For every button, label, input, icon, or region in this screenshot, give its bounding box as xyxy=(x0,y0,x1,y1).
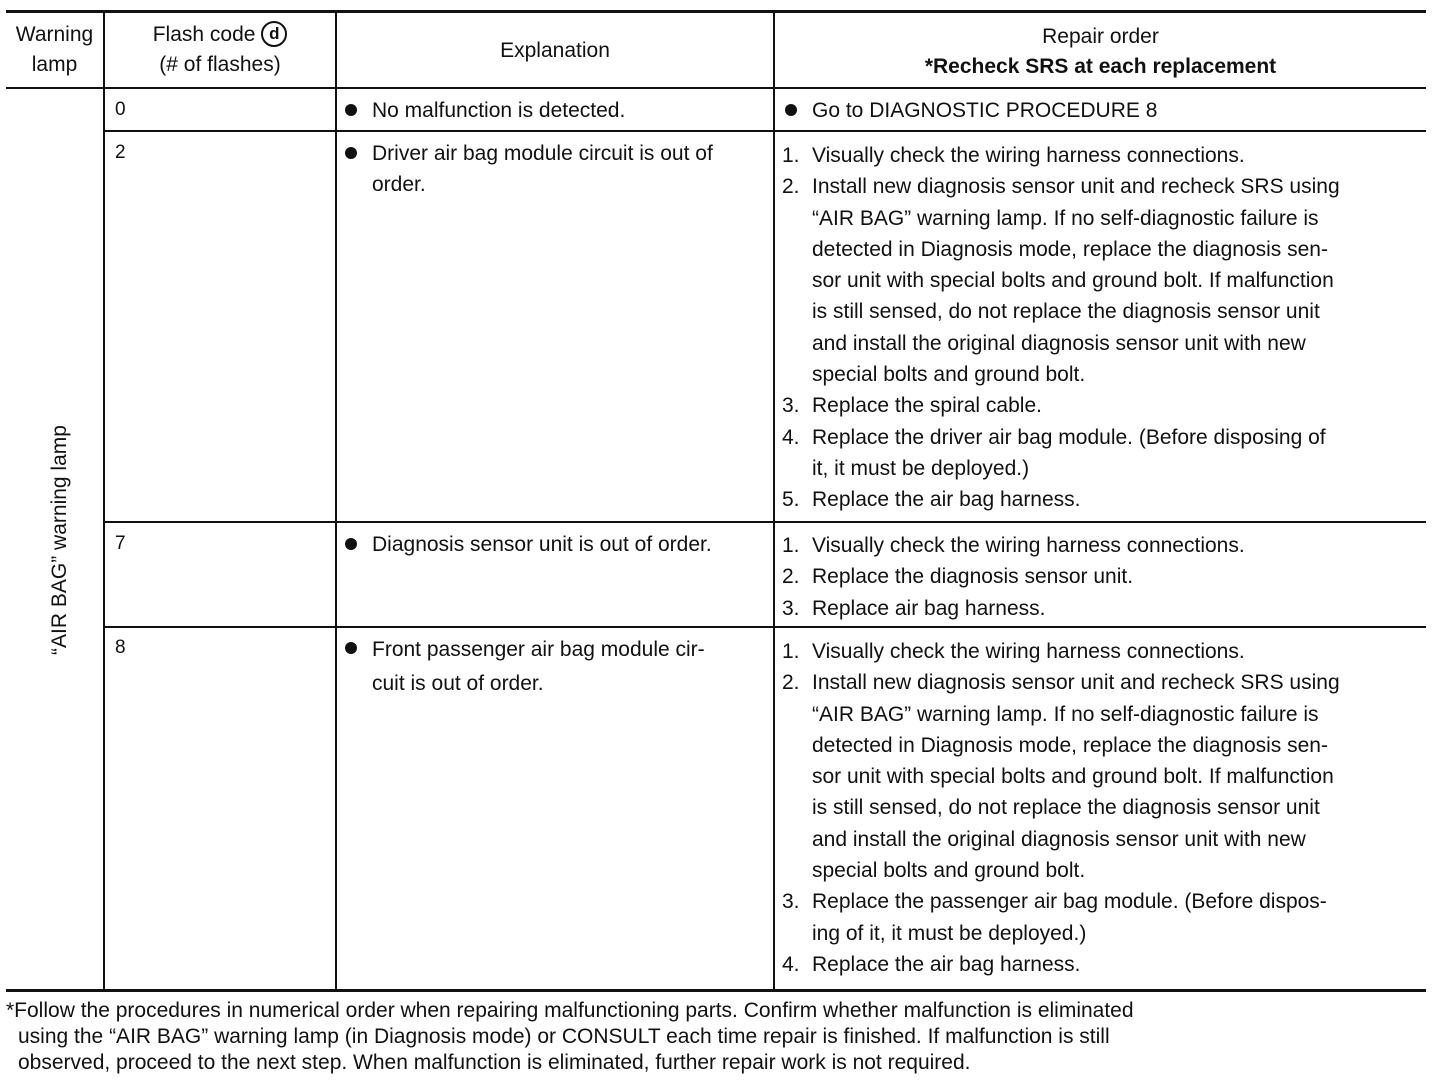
bullet-icon xyxy=(345,538,357,550)
row-rule-7 xyxy=(104,626,1426,628)
col-rule-3 xyxy=(773,10,775,991)
bullet-icon xyxy=(345,642,357,654)
repair-step: 4. Replace the driver air bag module. (Before disposing of it, it must be deployed.) xyxy=(782,425,1326,480)
flash-code-8: 8 xyxy=(115,637,126,658)
repair-steps-8 xyxy=(782,636,1422,980)
repair-step: 2. Install new diagnosis sensor unit and recheck SRS using “AIR BAG” warning lamp. If no self-diagnostic failure is detected in Diagnosis mode, replace the diagnosis sen- sor unit with special bolts and ground bolt. If malfunction is still sensed, do not replace the diagnosis sensor unit and install the original diagnosis sensor unit with new special bolts and ground bolt. xyxy=(782,175,1340,387)
repair-step: 5. Replace the air bag harness. xyxy=(782,488,1081,512)
repair-step: 3. Replace the passenger air bag module. (Before dispos- ing of it, it must be deployed.) xyxy=(782,890,1327,945)
bullet-icon xyxy=(345,147,357,159)
bullet-icon xyxy=(345,104,357,116)
flash-code-circled-symbol: d xyxy=(261,21,287,47)
repair-step: 4. Replace the air bag harness. xyxy=(782,952,1081,976)
bullet-icon xyxy=(785,104,797,116)
footnote: *Follow the procedures in numerical order when repairing malfunctioning parts. Confirm whether malfunction is eliminated using the “AIR BAG” warning lamp (in Diagnosis mode) or CONSULT each time repair is finished. If malfunction is still observed, proceed to the next step. When malfunction is eliminated, further repair work is not required. xyxy=(6,999,1134,1074)
repair-steps-2 xyxy=(782,140,1422,516)
col-rule-1 xyxy=(103,10,105,991)
repair-order-0: Go to DIAGNOSTIC PROCEDURE 8 xyxy=(812,99,1158,122)
flash-code-2: 2 xyxy=(115,142,126,163)
col-rule-2 xyxy=(335,10,337,991)
repair-step: 3. Replace the spiral cable. xyxy=(782,394,1042,418)
header-warning-lamp: Warning lamp xyxy=(15,23,94,76)
header-flash-code: Flash code d (# of flashes) xyxy=(105,20,335,80)
flash-code-7: 7 xyxy=(115,533,126,554)
explanation-7: Diagnosis sensor unit is out of order. xyxy=(372,533,712,556)
repair-steps-7 xyxy=(782,530,1422,624)
flash-code-0: 0 xyxy=(115,99,126,120)
table-bottom-rule xyxy=(6,989,1426,992)
explanation-0: No malfunction is detected. xyxy=(372,99,626,122)
repair-step: 3. Replace air bag harness. xyxy=(782,596,1046,620)
table-top-rule xyxy=(6,10,1426,13)
row-rule-2 xyxy=(104,521,1426,523)
repair-step: 2. Replace the diagnosis sensor unit. xyxy=(782,565,1134,589)
header-bottom-rule xyxy=(6,87,1426,89)
header-explanation: Explanation xyxy=(500,39,610,62)
airbag-warning-lamp-label: “AIR BAG” warning lamp xyxy=(48,425,71,655)
repair-step: 1. Visually check the wiring harness connections. xyxy=(782,534,1245,557)
repair-step: 1. Visually check the wiring harness connections. xyxy=(782,144,1245,167)
repair-step: 2. Install new diagnosis sensor unit and recheck SRS using “AIR BAG” warning lamp. If no self-diagnostic failure is detected in Diagnosis mode, replace the diagnosis sen- sor unit with special bolts and ground bolt. If malfunction is still sensed, do not replace the diagnosis sensor unit and install the original diagnosis sensor unit with new special bolts and ground bolt. xyxy=(782,671,1340,883)
row-rule-0 xyxy=(104,130,1426,132)
explanation-8: Front passenger air bag module cir- cuit is out of order. xyxy=(372,638,705,695)
header-repair-order: Repair order *Recheck SRS at each replacement xyxy=(924,25,1277,78)
repair-step: 1. Visually check the wiring harness connections. xyxy=(782,640,1245,663)
explanation-2: Driver air bag module circuit is out of order. xyxy=(372,142,713,197)
repair-order-note: *Recheck SRS at each replacement xyxy=(924,55,1277,78)
